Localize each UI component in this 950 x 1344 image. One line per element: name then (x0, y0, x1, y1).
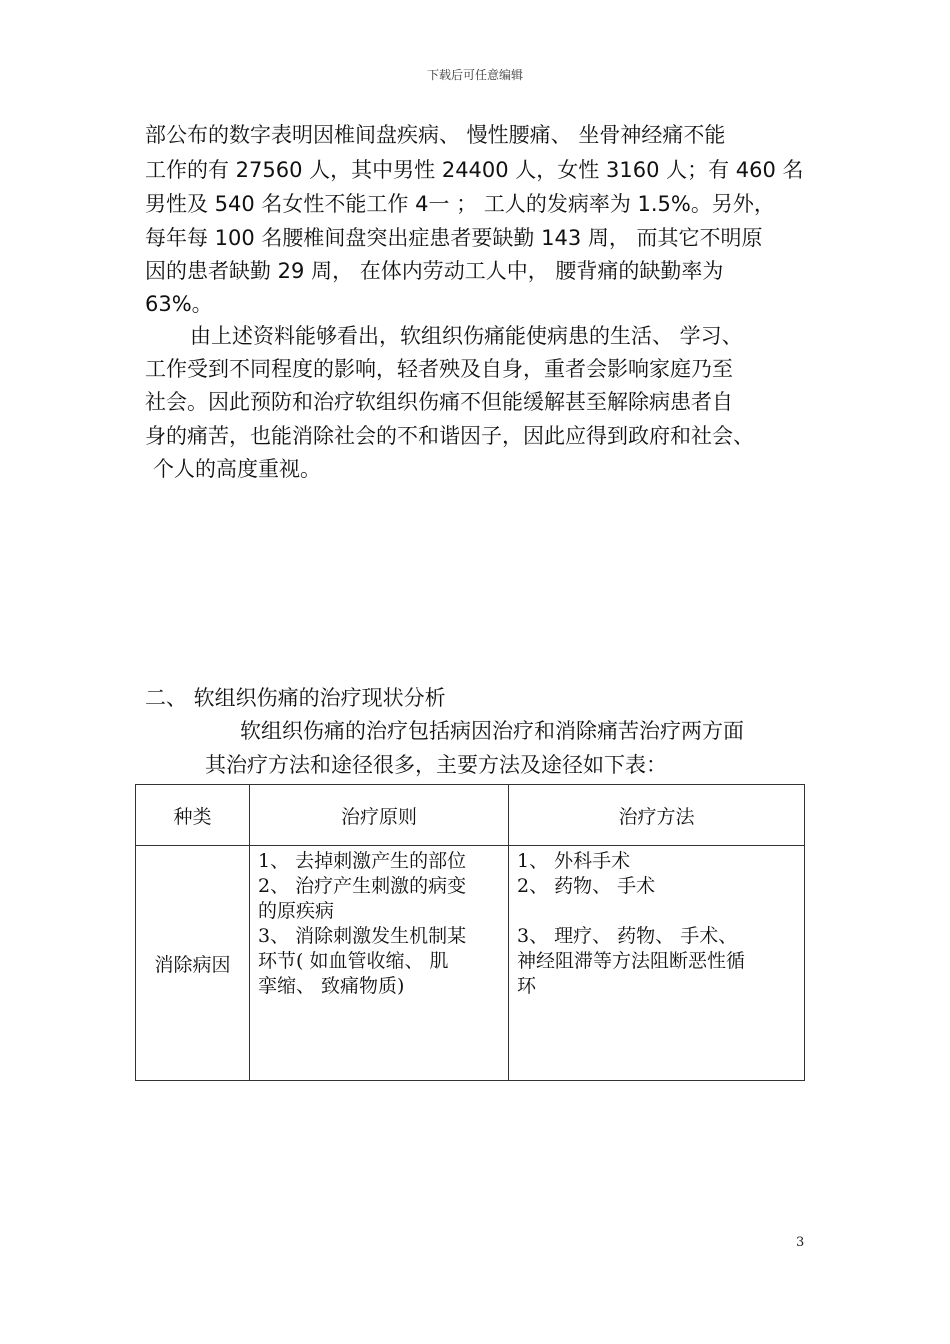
principle-line: 1、 去掉刺激产生的部位 (258, 850, 467, 872)
paragraph2-line-4: 身的痛苦，也能消除社会的不和谐因子，因此应得到政府和社会、 (145, 424, 754, 448)
paragraph1-line-4: 每年每 100 名腰椎间盘突出症患者要缺勤 143 周， 而其它不明原 (145, 226, 763, 250)
principle-line: 2、 治疗产生刺激的病变 (258, 875, 467, 897)
section-intro-line-2: 其治疗方法和途径很多，主要方法及途径如下表： (205, 753, 667, 777)
section-heading: 二、 软组织伤痛的治疗现状分析 (145, 686, 446, 710)
paragraph1-line-1: 部公布的数字表明因椎间盘疾病、 慢性腰痛、 坐骨神经痛不能 (145, 123, 726, 147)
principle-line: 3、 消除刺激发生机制某 (258, 925, 467, 947)
type-cell: 消除病因 (136, 846, 250, 1081)
paragraph2-line-1: 由上述资料能够看出，软组织伤痛能使病患的生活、 学习、 (190, 324, 743, 348)
column-header-method: 治疗方法 (509, 785, 805, 846)
column-header-principle: 治疗原则 (250, 785, 509, 846)
paragraph2-line-2: 工作受到不同程度的影响，轻者殃及自身，重者会影响家庭乃至 (145, 357, 733, 381)
treatment-table (135, 784, 805, 1081)
section-intro-line-1: 软组织伤痛的治疗包括病因治疗和消除痛苦治疗两方面 (240, 719, 744, 743)
page-number: 3 (796, 1235, 805, 1250)
principle-cell (250, 846, 509, 1081)
paragraph2-line-3: 社会。因此预防和治疗软组织伤痛不但能缓解甚至解除病患者自 (145, 390, 733, 414)
principle-line: 挛缩、 致痛物质) (258, 975, 405, 997)
paragraph1-line-3: 男性及 540 名女性不能工作 4一 ； 工人的发病率为 1.5%。另外， (145, 192, 775, 216)
paragraph1-line-6: 63%。 (145, 292, 213, 316)
page-header: 下载后可任意编辑 (426, 68, 523, 82)
table-header-row (136, 785, 805, 846)
table-row (136, 846, 805, 1081)
method-line: 神经阻滞等方法阻断恶性循 (517, 950, 746, 972)
method-cell (509, 846, 805, 1081)
principle-line: 环节( 如血管收缩、 肌 (258, 950, 449, 972)
method-line: 环 (517, 975, 537, 997)
principle-line: 的原疾病 (258, 900, 335, 922)
paragraph2-line-5: 个人的高度重视。 (153, 457, 321, 481)
paragraph1-line-2: 工作的有 27560 人，其中男性 24400 人，女性 3160 人；有 460 名 (145, 158, 804, 182)
paragraph1-line-5: 因的患者缺勤 29 周， 在体内劳动工人中， 腰背痛的缺勤率为 (145, 259, 724, 283)
column-header-type: 种类 (136, 785, 250, 846)
treatment-table-container (135, 784, 805, 1081)
method-line: 1、 外科手术 (517, 850, 631, 872)
method-spacer (517, 899, 798, 924)
method-line: 3、 理疗、 药物、 手术、 (517, 925, 738, 947)
method-line: 2、 药物、 手术 (517, 875, 656, 897)
